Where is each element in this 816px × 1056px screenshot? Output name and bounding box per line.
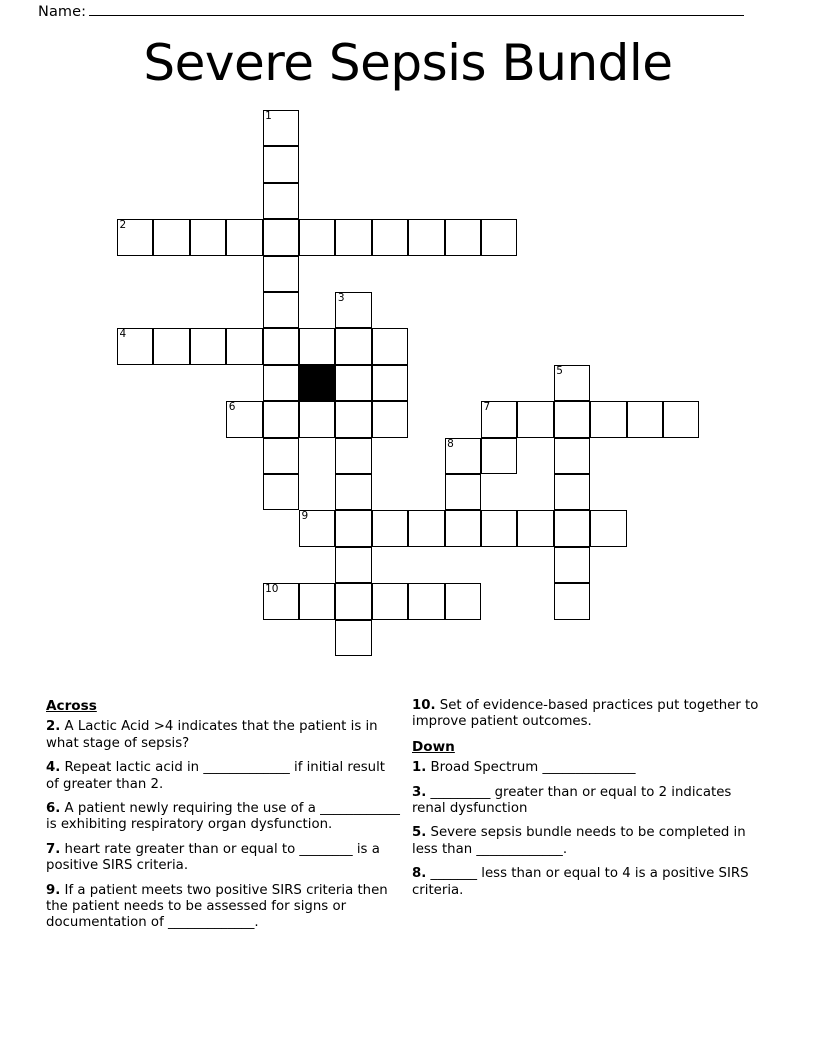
grid-cell[interactable] bbox=[263, 474, 299, 510]
grid-cell[interactable] bbox=[517, 510, 553, 546]
grid-cell[interactable] bbox=[335, 438, 371, 474]
grid-cell[interactable] bbox=[445, 510, 481, 546]
clue-number: 6. bbox=[46, 801, 61, 817]
grid-cell[interactable] bbox=[517, 401, 553, 437]
grid-cell-number: 1 bbox=[265, 110, 272, 122]
grid-block-cell bbox=[299, 365, 335, 401]
grid-cell[interactable] bbox=[554, 547, 590, 583]
grid-cell[interactable] bbox=[481, 401, 517, 437]
grid-cell[interactable] bbox=[263, 365, 299, 401]
clue-across-9 bbox=[46, 883, 402, 932]
grid-cell[interactable] bbox=[372, 328, 408, 364]
name-label: Name: bbox=[38, 4, 87, 20]
grid-cell[interactable] bbox=[372, 365, 408, 401]
clue-text: Set of evidence-based practices put together to improve patient outcomes. bbox=[412, 698, 759, 730]
grid-cell[interactable] bbox=[263, 183, 299, 219]
grid-cell[interactable] bbox=[554, 438, 590, 474]
clue-down-5 bbox=[412, 825, 768, 858]
grid-cell[interactable] bbox=[299, 219, 335, 255]
grid-cell[interactable] bbox=[408, 510, 444, 546]
clue-number: 8. bbox=[412, 866, 427, 882]
clue-text: _______ less than or equal to 4 is a positive SIRS criteria. bbox=[412, 866, 749, 898]
grid-cell[interactable] bbox=[445, 438, 481, 474]
clue-number: 5. bbox=[412, 825, 427, 841]
grid-cell[interactable] bbox=[226, 219, 262, 255]
clues-section bbox=[46, 698, 772, 968]
grid-cell[interactable] bbox=[554, 510, 590, 546]
grid-cell[interactable] bbox=[299, 401, 335, 437]
clue-across-10 bbox=[412, 698, 768, 731]
grid-cell[interactable] bbox=[445, 219, 481, 255]
grid-cell[interactable] bbox=[335, 583, 371, 619]
clue-across-2 bbox=[46, 719, 402, 752]
clue-down-3 bbox=[412, 785, 768, 818]
grid-cell[interactable] bbox=[590, 510, 626, 546]
grid-cell[interactable] bbox=[554, 474, 590, 510]
clue-number: 9. bbox=[46, 882, 61, 898]
grid-cell[interactable] bbox=[263, 328, 299, 364]
grid-cell[interactable] bbox=[299, 510, 335, 546]
grid-cell[interactable] bbox=[190, 219, 226, 255]
grid-cell[interactable] bbox=[445, 474, 481, 510]
grid-cell[interactable] bbox=[554, 401, 590, 437]
grid-cell-number: 6 bbox=[228, 401, 236, 414]
grid-cell[interactable] bbox=[263, 292, 299, 328]
clue-down-1 bbox=[412, 760, 768, 776]
grid-cell-number: 9 bbox=[301, 510, 309, 523]
grid-cell[interactable] bbox=[372, 219, 408, 255]
clue-number: 1. bbox=[412, 760, 427, 776]
grid-cell[interactable] bbox=[153, 328, 189, 364]
grid-cell-number: 10 bbox=[265, 583, 279, 596]
grid-cell[interactable] bbox=[263, 583, 299, 619]
clue-across-7 bbox=[46, 842, 402, 875]
grid-cell[interactable] bbox=[554, 365, 590, 401]
clue-text: heart rate greater than or equal to ________ is a positive SIRS criteria. bbox=[46, 841, 380, 874]
grid-cell[interactable] bbox=[299, 583, 335, 619]
clue-text: A patient newly requiring the use of a ____________ is exhibiting respiratory organ dysfunction. bbox=[46, 801, 400, 833]
grid-cell[interactable] bbox=[335, 365, 371, 401]
name-field-row bbox=[38, 2, 744, 20]
grid-cell[interactable] bbox=[663, 401, 699, 437]
grid-cell[interactable] bbox=[481, 510, 517, 546]
clue-number: 4. bbox=[46, 760, 61, 776]
name-write-in-line[interactable] bbox=[89, 2, 744, 16]
clue-number: 2. bbox=[46, 719, 61, 735]
grid-cell[interactable] bbox=[481, 219, 517, 255]
grid-cell[interactable] bbox=[335, 219, 371, 255]
grid-cell[interactable] bbox=[299, 328, 335, 364]
grid-cell[interactable] bbox=[190, 328, 226, 364]
clue-text: A Lactic Acid >4 indicates that the patient is in what stage of sepsis? bbox=[46, 719, 378, 751]
grid-cell[interactable] bbox=[263, 219, 299, 255]
grid-cell[interactable] bbox=[226, 401, 262, 437]
grid-cell[interactable] bbox=[481, 438, 517, 474]
clue-number: 7. bbox=[46, 841, 61, 857]
grid-cell[interactable] bbox=[117, 328, 153, 364]
grid-cell-number: 2 bbox=[119, 219, 127, 232]
grid-cell[interactable] bbox=[335, 292, 371, 328]
across-clues-column bbox=[46, 698, 402, 940]
grid-cell[interactable] bbox=[226, 328, 262, 364]
grid-cell[interactable] bbox=[335, 620, 371, 656]
grid-cell[interactable] bbox=[372, 401, 408, 437]
grid-cell[interactable] bbox=[263, 401, 299, 437]
clue-text: If a patient meets two positive SIRS criteria then the patient needs to be assessed for signs or documentation of _____________. bbox=[46, 882, 388, 931]
grid-cell-number: 8 bbox=[447, 437, 454, 450]
clue-text: Broad Spectrum ______________ bbox=[426, 760, 636, 776]
grid-cell[interactable] bbox=[335, 401, 371, 437]
across-heading: Across bbox=[46, 698, 97, 714]
clue-across-4 bbox=[46, 760, 402, 793]
grid-cell[interactable] bbox=[263, 146, 299, 182]
down-clues-column bbox=[412, 698, 768, 907]
grid-cell[interactable] bbox=[372, 510, 408, 546]
grid-cell[interactable] bbox=[627, 401, 663, 437]
clue-across-6 bbox=[46, 801, 402, 834]
down-heading: Down bbox=[412, 738, 455, 755]
grid-cell[interactable] bbox=[335, 474, 371, 510]
grid-cell[interactable] bbox=[590, 401, 626, 437]
grid-cell[interactable] bbox=[335, 510, 371, 546]
grid-cell-number: 4 bbox=[119, 328, 127, 341]
grid-cell[interactable] bbox=[445, 583, 481, 619]
grid-cell-number: 5 bbox=[556, 364, 563, 377]
grid-cell[interactable] bbox=[263, 110, 299, 146]
clue-text: _________ greater than or equal to 2 indicates renal dysfunction bbox=[412, 784, 732, 817]
grid-cell[interactable] bbox=[335, 547, 371, 583]
grid-cell-number: 7 bbox=[483, 401, 491, 414]
grid-cell[interactable] bbox=[408, 219, 444, 255]
clue-number: 3. bbox=[412, 784, 427, 800]
grid-cell[interactable] bbox=[263, 438, 299, 474]
grid-cell[interactable] bbox=[554, 583, 590, 619]
grid-cell[interactable] bbox=[153, 219, 189, 255]
grid-cell-number: 3 bbox=[337, 292, 345, 304]
grid-cell[interactable] bbox=[335, 328, 371, 364]
clue-down-8 bbox=[412, 866, 768, 899]
clue-number: 10. bbox=[412, 698, 436, 713]
clue-text: Severe sepsis bundle needs to be completed in less than _____________. bbox=[412, 825, 746, 857]
grid-cell[interactable] bbox=[408, 583, 444, 619]
grid-cell[interactable] bbox=[263, 256, 299, 292]
grid-cell[interactable] bbox=[117, 219, 153, 255]
clue-text: Repeat lactic acid in _____________ if initial result of greater than 2. bbox=[46, 760, 386, 792]
page-title: Severe Sepsis Bundle bbox=[143, 34, 673, 92]
grid-cell[interactable] bbox=[372, 583, 408, 619]
